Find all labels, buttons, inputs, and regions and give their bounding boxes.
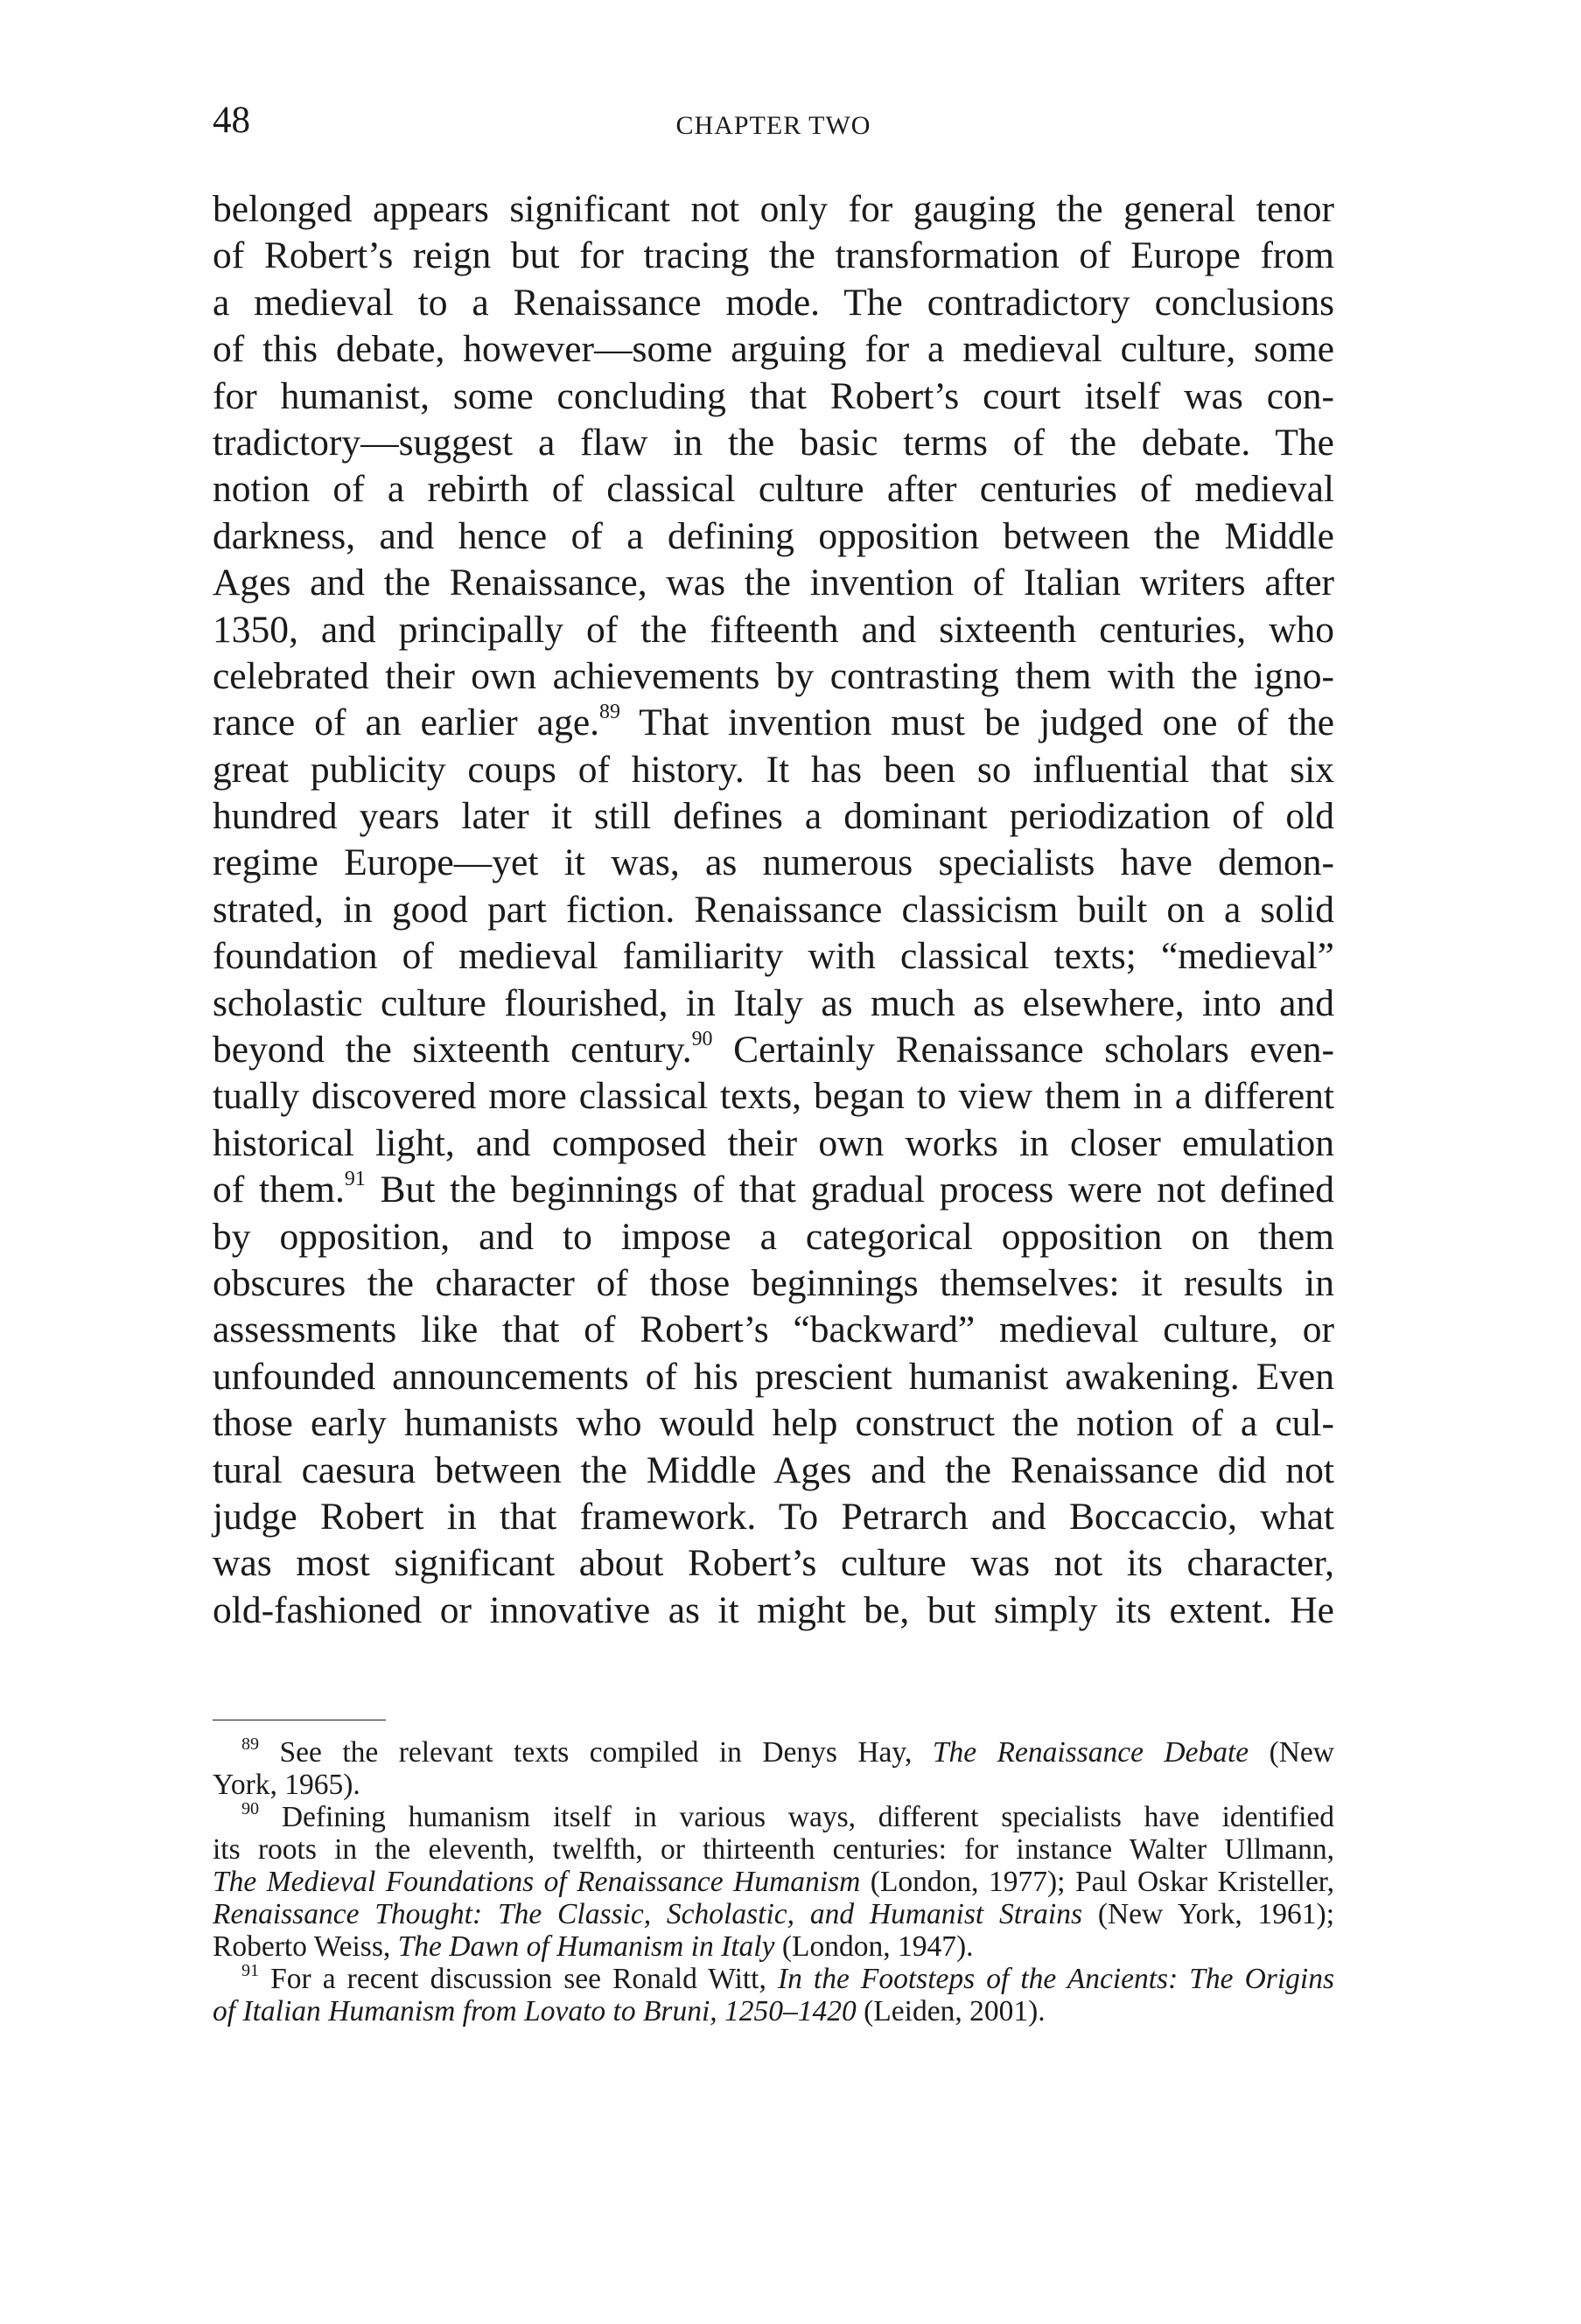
footnote-text: (London, 1947). — [774, 1930, 974, 1963]
book-title: The Renaissance Debate — [932, 1736, 1249, 1769]
text-segment: rance of an earlier age. — [213, 701, 600, 744]
page-header — [213, 94, 1334, 147]
footnote-line — [213, 1930, 1334, 1963]
footnote-ref-91[interactable]: 91 — [344, 1168, 366, 1191]
footnote-text: Roberto Weiss, — [213, 1930, 398, 1963]
text-line: unfounded announcements of his prescient humanist awakening. Even — [213, 1355, 1334, 1398]
book-title: Renaissance Thought: The Classic, Scholastic, and Humanist Strains — [213, 1898, 1082, 1930]
footnote-text: (New — [1249, 1736, 1334, 1769]
book-title: The Medieval Foundations of Renaissance Humanism — [213, 1866, 861, 1898]
text-line: of Robert’s reign but for tracing the transformation of Europe from — [213, 234, 1334, 277]
text-segment: beyond the sixteenth century. — [213, 1029, 692, 1071]
page-number: 48 — [213, 100, 250, 141]
text-line: 1350, and principally of the fifteenth and sixteenth centuries, who — [213, 608, 1334, 651]
text-line: tually discovered more classical texts, began to view them in a different — [213, 1075, 1334, 1118]
text-line — [213, 1027, 1334, 1073]
footnote-line — [213, 1960, 1334, 1995]
footnote-text: See the relevant texts compiled in Denys Hay, — [279, 1736, 933, 1769]
footnote-text: For a recent discussion see Ronald Witt, — [270, 1963, 778, 1995]
text-line: celebrated their own achievements by contrasting them with the igno- — [213, 654, 1334, 697]
text-line: hundred years later it still defines a dominant periodization of old — [213, 795, 1334, 838]
book-title: of Italian Humanism from Lovato to Bruni, 1250–1420 — [213, 1995, 857, 2027]
footnote-90 — [213, 1798, 1334, 1963]
text-line: foundation of medieval familiarity with classical texts; “medieval” — [213, 935, 1334, 978]
text-line: obscures the character of those beginnings themselves: it results in — [213, 1261, 1334, 1304]
footnote-line — [213, 1736, 1334, 1769]
footnote-text: (New York, 1961); — [1081, 1898, 1334, 1930]
footnote-line: its roots in the eleventh, twelfth, or thirteenth centuries: for instance Walter Ullmann, — [213, 1833, 1334, 1866]
text-line: for humanist, some concluding that Robert’s court itself was con- — [213, 374, 1334, 417]
running-head: CHAPTER TWO — [675, 111, 871, 140]
text-line: was most significant about Robert’s culture was not its character, — [213, 1542, 1334, 1585]
footnote-line — [213, 1898, 1334, 1930]
footnote-number: 89 — [241, 1734, 260, 1754]
text-line: scholastic culture flourished, in Italy as much as elsewhere, into and — [213, 981, 1334, 1024]
text-line: a medieval to a Renaissance mode. The contradictory conclusions — [213, 281, 1334, 324]
footnote-line — [213, 1866, 1334, 1898]
text-line: those early humanists who would help construct the notion of a cul- — [213, 1402, 1334, 1445]
text-line: tural caesura between the Middle Ages and the Renaissance did not — [213, 1448, 1334, 1491]
text-line: notion of a rebirth of classical culture after centuries of medieval — [213, 468, 1334, 511]
footnote-91 — [213, 1960, 1334, 2027]
footnote-line: York, 1965). — [213, 1769, 360, 1801]
text-line — [213, 700, 1334, 746]
footnote-number: 90 — [241, 1798, 260, 1818]
book-title: The Dawn of Humanism in Italy — [397, 1930, 775, 1963]
text-line: darkness, and hence of a defining opposition between the Middle — [213, 514, 1334, 557]
footnote-line — [213, 1798, 1334, 1833]
body-paragraph — [213, 186, 1334, 1634]
text-segment: But the beginnings of that gradual process were not defined — [380, 1169, 1335, 1211]
text-line: Ages and the Renaissance, was the invention of Italian writers after — [213, 562, 1334, 604]
text-line: strated, in good part fiction. Renaissance classicism built on a solid — [213, 888, 1334, 931]
text-line — [213, 1167, 1334, 1213]
book-title: In the Footsteps of the Ancients: The Origins — [777, 1963, 1334, 1995]
footnote-text: (Leiden, 2001). — [856, 1995, 1046, 2027]
text-line: tradictory—suggest a flaw in the basic terms of the debate. The — [213, 421, 1334, 464]
text-line: judge Robert in that framework. To Petrarch and Boccaccio, what — [213, 1495, 1334, 1538]
text-segment: of them. — [213, 1169, 345, 1211]
text-line: historical light, and composed their own works in closer emulation — [213, 1121, 1334, 1164]
footnote-ref-89[interactable]: 89 — [599, 701, 620, 724]
footnote-number: 91 — [241, 1960, 260, 1980]
text-line: belonged appears significant not only for gauging the general tenor — [213, 188, 1334, 230]
text-line: by opposition, and to impose a categorical opposition on them — [213, 1215, 1334, 1258]
text-segment: Certainly Renaissance scholars even- — [733, 1029, 1334, 1071]
footnote-89 — [213, 1736, 1334, 1801]
footnote-ref-90[interactable]: 90 — [691, 1027, 713, 1050]
text-line: regime Europe—yet it was, as numerous specialists have demon- — [213, 841, 1334, 884]
text-line: assessments like that of Robert’s “backward” medieval culture, or — [213, 1309, 1334, 1351]
text-line: of this debate, however—some arguing for a medieval culture, some — [213, 328, 1334, 371]
footnote-text: (London, 1977); Paul Oskar Kristeller, — [860, 1866, 1334, 1898]
text-line: great publicity coups of history. It has been so influential that six — [213, 748, 1334, 791]
text-line: old-fashioned or innovative as it might be, but simply its extent. He — [213, 1588, 1334, 1631]
text-segment: That invention must be judged one of the — [639, 701, 1335, 744]
footnote-text: Defining humanism itself in various ways, different specialists have identified — [281, 1801, 1334, 1833]
footnotes — [213, 1736, 1334, 2027]
footnote-line — [213, 1995, 1334, 2027]
